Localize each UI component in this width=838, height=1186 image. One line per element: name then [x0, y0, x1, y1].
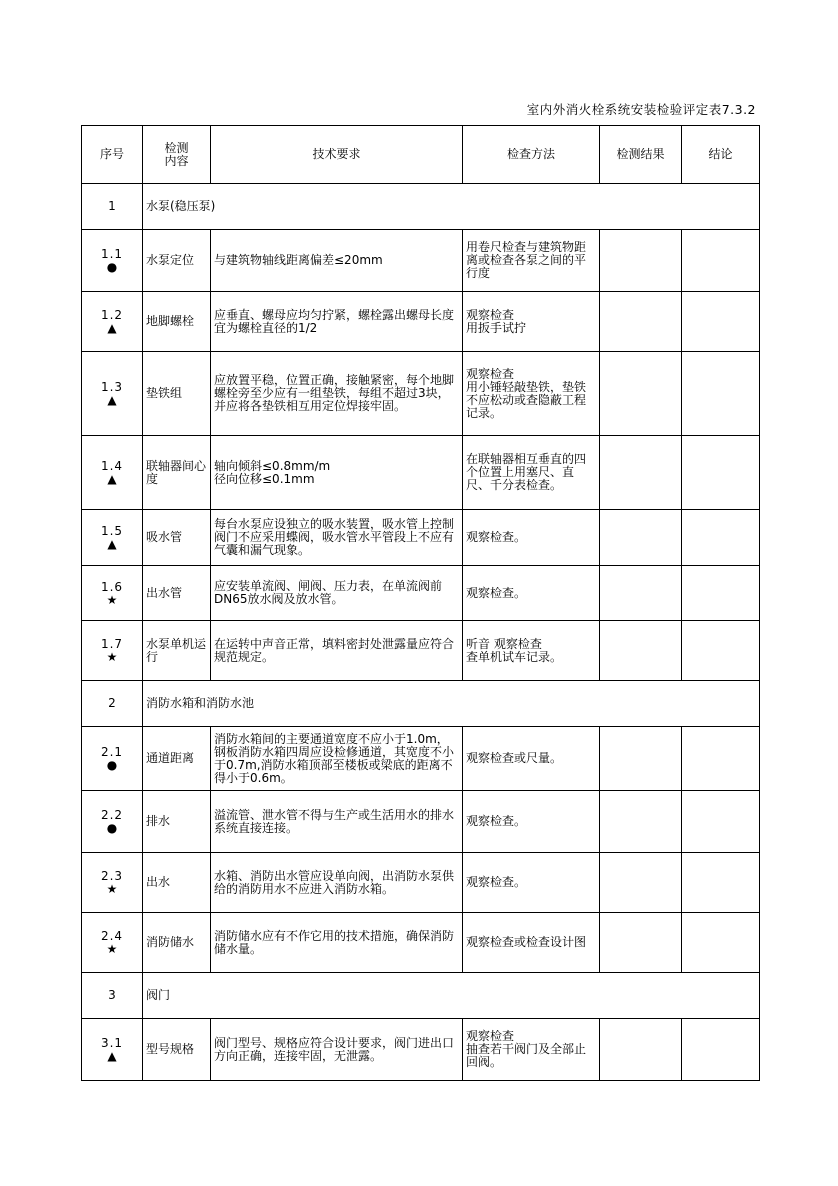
document-title: 室内外消火栓系统安装检验评定表7.3.2	[526, 102, 756, 117]
item-method: 观察检查 抽查若干阀门及全部止回阀。	[463, 1019, 600, 1081]
item-number: 2.3	[100, 869, 124, 883]
item-method: 观察检查 用小锤轻敲垫铁，垫铁不应松动或查隐蔽工程记录。	[463, 352, 600, 436]
item-method: 观察检查。	[463, 791, 600, 853]
item-result	[600, 230, 682, 292]
item-method: 观察检查。	[463, 566, 600, 621]
item-name: 水泵定位	[143, 230, 211, 292]
item-number: 2.2	[100, 808, 124, 822]
item-result	[600, 913, 682, 973]
item-requirement: 应安装单流阀、闸阀、压力表，在单流阀前DN65放水阀及放水管。	[211, 566, 463, 621]
section-row	[82, 184, 760, 230]
item-conclusion	[682, 566, 760, 621]
item-name: 地脚螺栓	[143, 292, 211, 352]
severity-mark: ▲	[107, 393, 117, 407]
item-method: 听音 观察检查 查单机试车记录。	[463, 621, 600, 681]
item-method: 观察检查。	[463, 853, 600, 913]
item-result	[600, 292, 682, 352]
severity-mark: ●	[106, 260, 118, 274]
item-name: 型号规格	[143, 1019, 211, 1081]
header-requirement: 技术要求	[211, 126, 463, 184]
item-number: 1.1	[100, 247, 124, 261]
item-number: 1.3	[100, 380, 124, 394]
severity-mark: ▲	[107, 472, 117, 486]
item-number-cell	[82, 292, 143, 352]
item-name: 排水	[143, 791, 211, 853]
item-number-cell	[82, 791, 143, 853]
table-row	[82, 352, 760, 436]
item-result	[600, 727, 682, 791]
item-name: 通道距离	[143, 727, 211, 791]
item-number: 1.4	[100, 459, 124, 473]
item-name: 吸水管	[143, 510, 211, 566]
table-row	[82, 510, 760, 566]
table-row	[82, 913, 760, 973]
table-row	[82, 230, 760, 292]
item-number-cell	[82, 510, 143, 566]
item-number: 2.1	[100, 745, 124, 759]
severity-mark: ★	[106, 650, 118, 664]
item-number-cell	[82, 436, 143, 510]
severity-mark: ●	[106, 821, 118, 835]
table-row	[82, 853, 760, 913]
item-number: 1.2	[100, 308, 124, 322]
inspection-table	[81, 125, 760, 1081]
item-number: 1.7	[100, 637, 124, 651]
item-conclusion	[682, 853, 760, 913]
item-requirement: 水箱、消防出水管应设单向阀，出消防水泵供给的消防用水不应进入消防水箱。	[211, 853, 463, 913]
section-number: 1	[82, 184, 143, 230]
item-method: 观察检查或检查设计图	[463, 913, 600, 973]
item-method: 在联轴器相互垂直的四个位置上用塞尺、直尺、千分表检查。	[463, 436, 600, 510]
table-row	[82, 436, 760, 510]
severity-mark: ▲	[107, 321, 117, 335]
item-number-cell	[82, 913, 143, 973]
table-row	[82, 566, 760, 621]
item-method: 观察检查或尺量。	[463, 727, 600, 791]
item-conclusion	[682, 913, 760, 973]
section-number: 2	[82, 681, 143, 727]
item-conclusion	[682, 791, 760, 853]
severity-mark: ▲	[107, 537, 117, 551]
item-number-cell	[82, 727, 143, 791]
item-method: 观察检查 用扳手试拧	[463, 292, 600, 352]
table-body	[82, 184, 760, 1081]
header-conclusion: 结论	[682, 126, 760, 184]
item-conclusion	[682, 1019, 760, 1081]
item-conclusion	[682, 727, 760, 791]
item-result	[600, 621, 682, 681]
section-row	[82, 973, 760, 1019]
item-conclusion	[682, 510, 760, 566]
section-row	[82, 681, 760, 727]
item-name: 出水管	[143, 566, 211, 621]
table-row	[82, 727, 760, 791]
item-conclusion	[682, 621, 760, 681]
item-method: 用卷尺检查与建筑物距离或检查各泵之间的平行度	[463, 230, 600, 292]
item-name: 垫铁组	[143, 352, 211, 436]
section-label: 消防水箱和消防水池	[143, 681, 760, 727]
header-item-line1: 检测	[164, 140, 189, 155]
table-row	[82, 621, 760, 681]
severity-mark: ▲	[107, 1049, 117, 1063]
item-requirement: 应放置平稳，位置正确，接触紧密，每个地脚螺栓旁至少应有一组垫铁，每组不超过3块，并应将各垫铁相互用定位焊接牢固。	[211, 352, 463, 436]
item-conclusion	[682, 436, 760, 510]
header-result: 检测结果	[600, 126, 682, 184]
item-number-cell	[82, 230, 143, 292]
item-result	[600, 510, 682, 566]
item-number-cell	[82, 621, 143, 681]
item-number-cell	[82, 1019, 143, 1081]
item-number-cell	[82, 352, 143, 436]
item-method: 观察检查。	[463, 510, 600, 566]
item-number: 1.5	[100, 524, 124, 538]
item-requirement: 消防储水应有不作它用的技术措施，确保消防储水量。	[211, 913, 463, 973]
severity-mark: ★	[106, 942, 118, 956]
item-number-cell	[82, 853, 143, 913]
header-no: 序号	[82, 126, 143, 184]
item-name: 联轴器间心度	[143, 436, 211, 510]
item-conclusion	[682, 230, 760, 292]
section-label: 水泵(稳压泵)	[143, 184, 760, 230]
item-conclusion	[682, 292, 760, 352]
item-result	[600, 1019, 682, 1081]
header-item	[143, 126, 211, 184]
item-name: 水泵单机运行	[143, 621, 211, 681]
severity-mark: ★	[106, 882, 118, 896]
item-result	[600, 352, 682, 436]
item-number-cell	[82, 566, 143, 621]
item-requirement: 轴向倾斜≤0.8mm/m 径向位移≤0.1mm	[211, 436, 463, 510]
item-result	[600, 566, 682, 621]
header-row	[82, 126, 760, 184]
item-requirement: 在运转中声音正常，填料密封处泄露量应符合规范规定。	[211, 621, 463, 681]
header-method: 检查方法	[463, 126, 600, 184]
table-row	[82, 791, 760, 853]
item-conclusion	[682, 352, 760, 436]
severity-mark: ●	[106, 758, 118, 772]
table-row	[82, 292, 760, 352]
table-row	[82, 1019, 760, 1081]
item-name: 出水	[143, 853, 211, 913]
header-item-line2: 内容	[164, 153, 189, 168]
item-result	[600, 791, 682, 853]
item-requirement: 消防水箱间的主要通道宽度不应小于1.0m，钢板消防水箱四周应设检修通道，其宽度不小于0.7m,消防水箱顶部至楼板或梁底的距离不得小于0.6m。	[211, 727, 463, 791]
item-requirement: 溢流管、泄水管不得与生产或生活用水的排水系统直接连接。	[211, 791, 463, 853]
item-result	[600, 436, 682, 510]
item-number: 1.6	[100, 579, 124, 594]
item-requirement: 每台水泵应设独立的吸水装置，吸水管上控制阀门不应采用蝶阀，吸水管水平管段上不应有气囊和漏气现象。	[211, 510, 463, 566]
section-label: 阀门	[143, 973, 760, 1019]
item-requirement: 阀门型号、规格应符合设计要求，阀门进出口方向正确，连接牢固，无泄露。	[211, 1019, 463, 1081]
item-number: 3.1	[100, 1036, 124, 1050]
item-number: 2.4	[100, 929, 124, 943]
item-result	[600, 853, 682, 913]
item-requirement: 应垂直、螺母应均匀拧紧，螺栓露出螺母长度宜为螺栓直径的1/2	[211, 292, 463, 352]
item-name: 消防储水	[143, 913, 211, 973]
section-number: 3	[82, 973, 143, 1019]
severity-mark: ★	[106, 592, 118, 607]
item-requirement: 与建筑物轴线距离偏差≤20mm	[211, 230, 463, 292]
